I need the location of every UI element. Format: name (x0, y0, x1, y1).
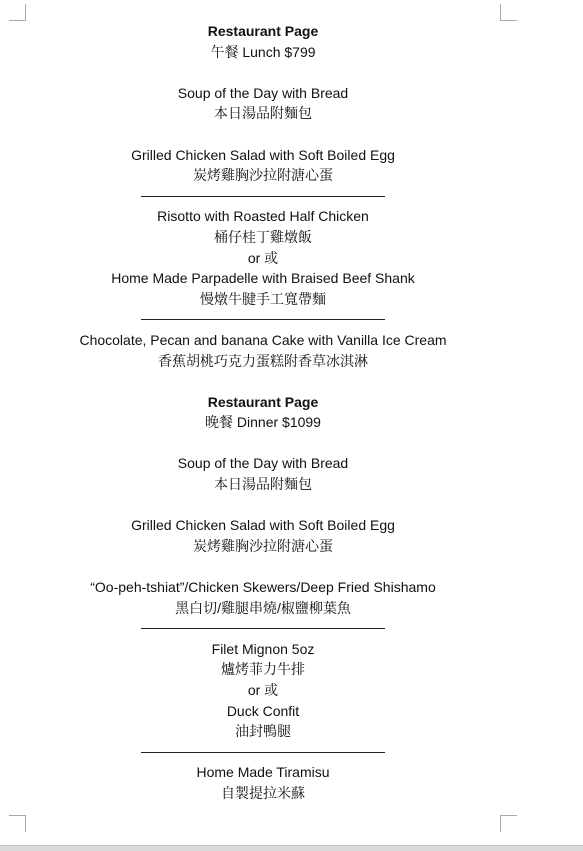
top-left-margin-mark (9, 4, 26, 21)
menu-line: Grilled Chicken Salad with Soft Boiled Egg (131, 517, 395, 534)
menu-line: 桶仔桂丁雞燉飯 (214, 228, 312, 245)
menu-line: Soup of the Day with Bread (177, 455, 349, 472)
separator-line (141, 319, 385, 320)
menu-section (0, 21, 526, 392)
menu-line: Chocolate, Pecan and banana Cake with Vanilla Ice Cream (79, 331, 447, 348)
page-bottom-edge (0, 845, 583, 851)
menu-line: Duck Confit (226, 702, 300, 719)
menu-line: Risotto with Roasted Half Chicken (157, 208, 369, 225)
menu-line: or 或 (247, 682, 279, 698)
menu-line: “Oo-peh-tshiat”/Chicken Skewers/Deep Fried Shishamo (90, 579, 436, 596)
blank-line (0, 124, 526, 145)
menu-body (0, 21, 526, 804)
menu-heading: Restaurant Page (207, 393, 319, 410)
separator-line (141, 752, 385, 753)
menu-line: 炭烤雞胸沙拉附溏心蛋 (193, 537, 333, 554)
blank-line (0, 433, 526, 454)
menu-line: 油封鴨腿 (235, 723, 291, 740)
blank-line (0, 62, 526, 83)
menu-line: Filet Mignon 5oz (211, 640, 315, 657)
menu-line: 晚餐 Dinner $1099 (205, 414, 321, 431)
blank-line (0, 371, 526, 392)
menu-section (0, 392, 526, 804)
top-right-margin-mark (500, 4, 517, 21)
menu-line: 本日湯品附麵包 (214, 105, 312, 122)
menu-line: 炭烤雞胸沙拉附溏心蛋 (193, 167, 333, 184)
menu-line: 午餐 Lunch $799 (210, 43, 316, 60)
menu-line: 黑白切/雞腿串燒/椒鹽柳葉魚 (175, 599, 351, 616)
course-separator (0, 309, 526, 330)
menu-line: 爐烤菲力牛排 (221, 661, 305, 678)
menu-line: Home Made Parpadelle with Braised Beef Shank (111, 270, 415, 287)
course-separator (0, 186, 526, 207)
blank-line (0, 495, 526, 516)
menu-line: Home Made Tiramisu (196, 764, 330, 781)
menu-line: Soup of the Day with Bread (177, 84, 349, 101)
menu-line: 香蕉胡桃巧克力蛋糕附香草冰淇淋 (158, 352, 368, 369)
menu-line: 慢燉牛腱手工寬帶麵 (200, 290, 326, 307)
menu-line: or 或 (247, 249, 279, 266)
course-separator (0, 618, 526, 639)
course-separator (0, 742, 526, 763)
menu-heading: Restaurant Page (207, 23, 319, 39)
separator-line (141, 628, 385, 629)
bottom-left-margin-mark (9, 815, 26, 832)
menu-line: 本日湯品附麵包 (214, 476, 312, 493)
blank-line (0, 556, 526, 577)
menu-line: Grilled Chicken Salad with Soft Boiled Egg (131, 146, 395, 163)
bottom-right-margin-mark (500, 815, 517, 832)
separator-line (141, 196, 385, 197)
menu-line: 自製提拉米蘇 (221, 784, 305, 801)
